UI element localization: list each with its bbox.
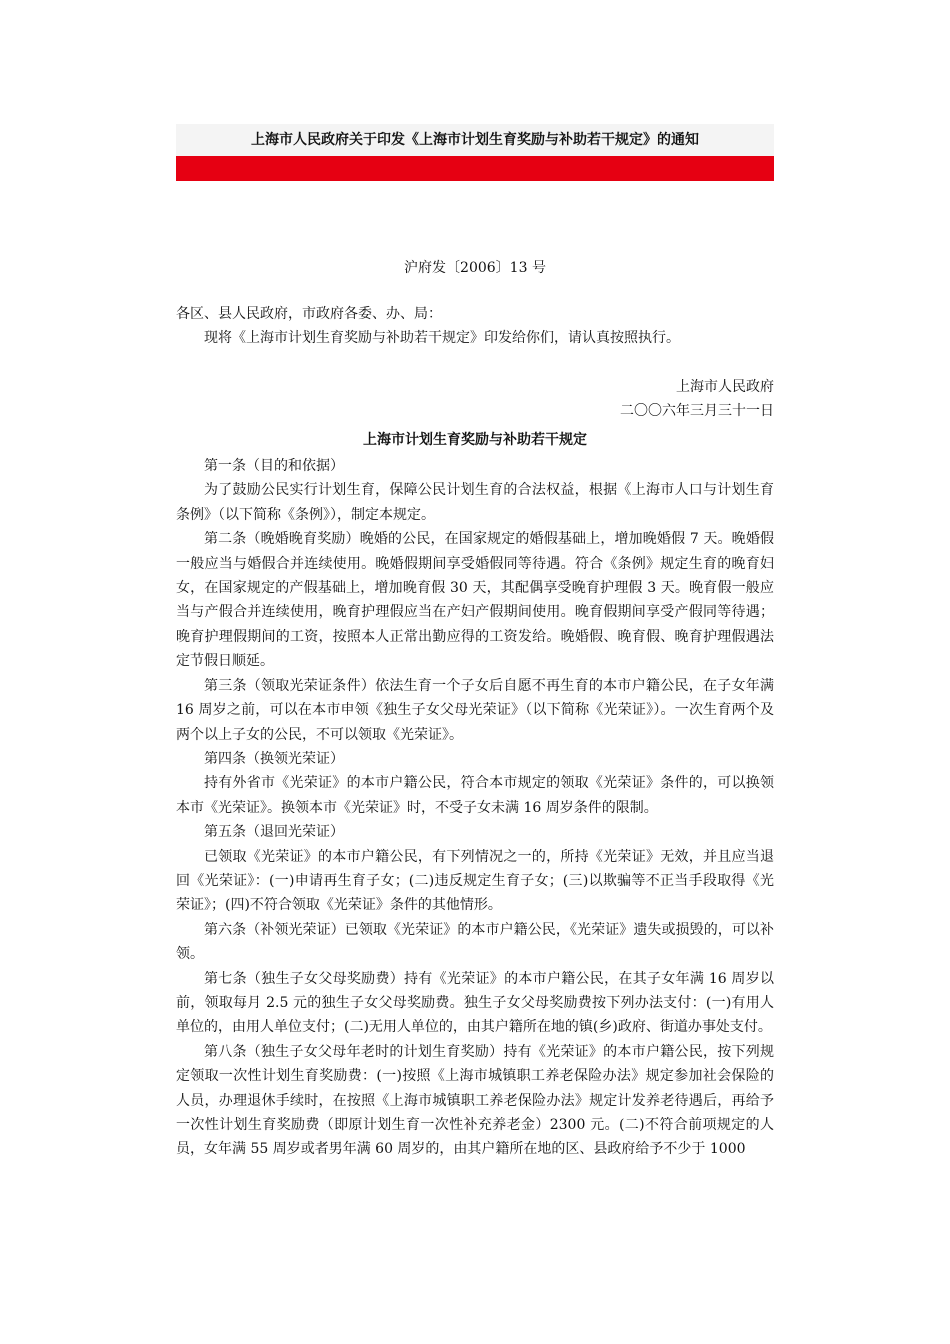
article-2-text: 第二条（晚婚晚育奖励）晚婚的公民，在国家规定的婚假基础上，增加晚婚假 7 天。晚婚假一般应当与婚假合并连续使用。晚婚假期间享受婚假同等待遇。符合《条例》规定生育的晚育妇女，在国家规定的产假基础上，增加晚育假 30 天，其配偶享受晚育护理假 3 天。晚育假一般应当与产假合并连续使用，晚育护理假应当在产妇产假期间使用。晚育假期间享受产假同等待遇；晚育护理假期间的工资，按照本人正常出勤应得的工资发给。晚婚假、晚育假、晚育护理假遇法定节假日顺延。 [176, 531, 774, 670]
regulation-title: 上海市计划生育奖励与补助若干规定 [363, 431, 587, 448]
article-1-text: 为了鼓励公民实行计划生育，保障公民计划生育的合法权益，根据《上海市人口与计划生育条例》（以下简称《条例》），制定本规定。 [176, 482, 774, 523]
issue-date: 二〇〇六年三月三十一日 [620, 403, 774, 420]
article-3-text: 第三条（领取光荣证条件）依法生育一个子女后自愿不再生育的本市户籍公民，在子女年满 16 周岁之前，可以在本市申领《独生子女父母光荣证》（以下简称《光荣证》）。一次生育两个及两个以上子女的公民，不可以领取《光荣证》。 [176, 677, 774, 743]
document-body [176, 302, 774, 1162]
article-1-heading: 第一条（目的和依据） [204, 458, 344, 475]
article-6-text: 第六条（补领光荣证）已领取《光荣证》的本市户籍公民，《光荣证》遗失或损毁的，可以补领。 [176, 921, 774, 963]
notice-title: 上海市人民政府关于印发《上海市计划生育奖励与补助若干规定》的通知 [176, 124, 774, 156]
notice-body: 现将《上海市计划生育奖励与补助若干规定》印发给你们，请认真按照执行。 [204, 330, 680, 347]
article-4-text: 持有外省市《光荣证》的本市户籍公民，符合本市规定的领取《光荣证》条件的，可以换领本市《光荣证》。换领本市《光荣证》时，不受子女未满 16 周岁条件的限制。 [176, 775, 774, 816]
recipients-line: 各区、县人民政府，市政府各委、办、局： [176, 306, 442, 322]
issuer: 上海市人民政府 [676, 378, 774, 395]
article-5-heading: 第五条（退回光荣证） [204, 824, 344, 841]
article-7-text: 第七条（独生子女父母奖励费）持有《光荣证》的本市户籍公民，在其子女年满 16 周岁以前，领取每月 2.5 元的独生子女父母奖励费。独生子女父母奖励费按下列办法支付：(一)有用人单位的，由用人单位支付；(二)无用人单位的，由其户籍所在地的镇(乡)政府、街道办事处支付。 [176, 970, 774, 1036]
article-8-text: 第八条（独生子女父母年老时的计划生育奖励）持有《光荣证》的本市户籍公民，按下列规定领取一次性计划生育奖励费：(一)按照《上海市城镇职工养老保险办法》规定参加社会保险的人员，办理退休手续时，在按照《上海市城镇职工养老保险办法》规定计发养老待遇后，再给予一次性计划生育奖励费（即原计划生育一次性补充养老金）2300 元。(二)不符合前项规定的人员，女年满 55 周岁或者男年满 60 周岁的，由其户籍所在地的区、县政府给予不少于 1000 [176, 1043, 774, 1158]
spacer [176, 351, 774, 375]
article-4-heading: 第四条（换领光荣证） [204, 750, 344, 767]
document-number: 沪府发〔2006〕13 号 [404, 260, 546, 276]
article-5-text: 已领取《光荣证》的本市户籍公民，有下列情况之一的，所持《光荣证》无效，并且应当退回《光荣证》：(一)申请再生育子女；(二)违反规定生育子女；(三)以欺骗等不正当手段取得《光荣证》；(四)不符合领取《光荣证》条件的其他情形。 [176, 848, 774, 914]
red-header-bar [176, 156, 774, 181]
